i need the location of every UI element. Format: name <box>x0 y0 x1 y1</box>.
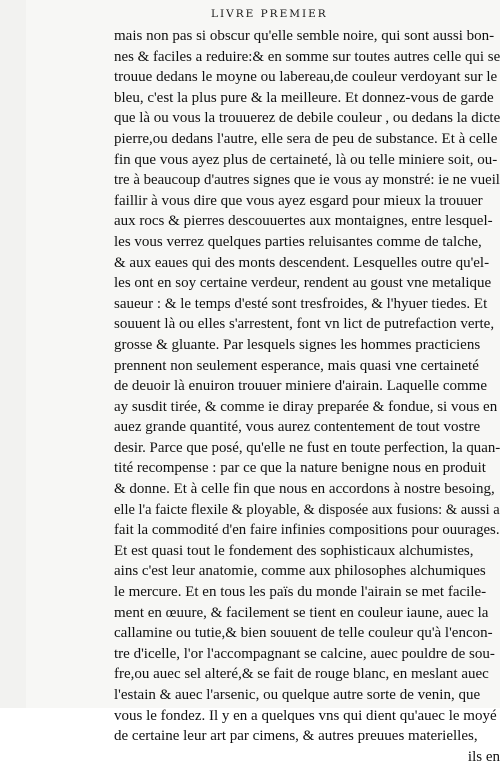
text-line: les ont en soy certaine verdeur, rendent au goust vne metalique <box>114 275 492 292</box>
body-text <box>114 26 500 767</box>
text-line: vous le fondez. Il y en a quelques vns qui dient qu'auec le moyé <box>114 707 497 724</box>
text-line: fait la commodité d'en faire infinies compositions pour ouurages. <box>114 522 500 539</box>
text-line: tre à beaucoup d'autres signes que ie vous ay monstré: ie ne vueil <box>114 172 500 189</box>
catchword: ils en <box>467 748 500 765</box>
text-line: tre d'icelle, l'or l'accompagnant se calcine, auec pouldre de sou- <box>114 645 495 662</box>
text-line: trouue dedans le moyne ou labereau,de couleur verdoyant sur le <box>114 69 498 86</box>
text-line: tité recompense : par ce que la nature benigne nous en produit <box>114 460 486 477</box>
text-line: nes & faciles a reduire:& en somme sur toutes autres celle qui se <box>114 48 500 65</box>
text-line: callamine ou tutie,& bien souuent de telle couleur qu'à l'encon- <box>114 625 493 642</box>
text-line: Et est quasi tout le fondement des sophisticaux alchumistes, <box>114 542 474 559</box>
text-line: & aux eaues qui des monts descendent. Lesquelles outre qu'el- <box>114 254 490 271</box>
text-line: souuent là ou elles s'arrestent, font vn lict de putrefaction verte, <box>114 316 495 333</box>
text-line: ains c'est leur anatomie, comme aux philosophes alchumiques <box>114 563 486 580</box>
text-line: les vous verrez quelques parties reluisantes comme de talche, <box>114 233 482 250</box>
text-line: mais non pas si obscur qu'elle semble noire, qui sont aussi bon- <box>114 28 495 44</box>
text-line: fin que vous ayez plus de certaineté, là ou telle miniere soit, ou- <box>114 151 498 168</box>
text-line: que là ou vous la trouuerez de debile couleur , ou dedans la dicte <box>114 110 500 127</box>
text-line: faillir à vous dire que vous ayez esgard pour mieux la trouuer <box>114 192 483 209</box>
text-line: grosse & gluante. Par lesquels signes les hommes practiciens <box>114 336 481 353</box>
text-line: de deuoir là enuiron trouuer miniere d'airain. Laquelle comme <box>114 378 487 395</box>
text-line: bleu, c'est la plus pure & la meilleure. Et donnez-vous de garde <box>114 89 494 106</box>
text-line: aux rocs & pierres descouuertes aux montaignes, entre lesquel- <box>114 213 493 230</box>
page-paper <box>26 0 500 765</box>
running-head: LIVRE PREMIER <box>211 8 328 20</box>
text-line: fre,ou auec sel alteré,& se fait de rouge blanc, en meslant auec <box>114 666 489 683</box>
text-line: ment en œuure, & facilement se tient en couleur iaune, auec la <box>114 604 489 621</box>
text-line: auez grande quantité, vous aurez contentement de tout vostre <box>114 419 481 436</box>
text-line: de certaine leur art par cimens, & autres preuues materielles, <box>114 728 478 745</box>
text-line: ay susdit tirée, & comme ie diray preparée & fondue, si vous en <box>114 398 498 415</box>
text-line: desir. Parce que posé, qu'elle ne fust en toute perfection, la quan- <box>114 439 500 456</box>
text-line: pierre,ou dedans l'autre, elle sera de peu de substance. Et à celle <box>114 130 498 147</box>
text-line: saueur : & le temps d'esté sont tresfroides, & l'hyuer tiedes. Et <box>114 295 488 312</box>
text-line: & donne. Et à celle fin que nous en accordons à nostre besoing, <box>114 481 495 498</box>
text-line: l'estain & auec l'arsenic, ou quelque autre sorte de venin, que <box>114 687 481 703</box>
text-line: elle l'a faicte flexile & ployable, & disposée aux fusions: & aussi a <box>114 501 500 518</box>
text-line: prennent non seulement esperance, mais quasi vne certaineté <box>114 357 479 374</box>
text-line: le mercure. Et en tous les païs du monde l'airain se met facile- <box>114 584 487 601</box>
